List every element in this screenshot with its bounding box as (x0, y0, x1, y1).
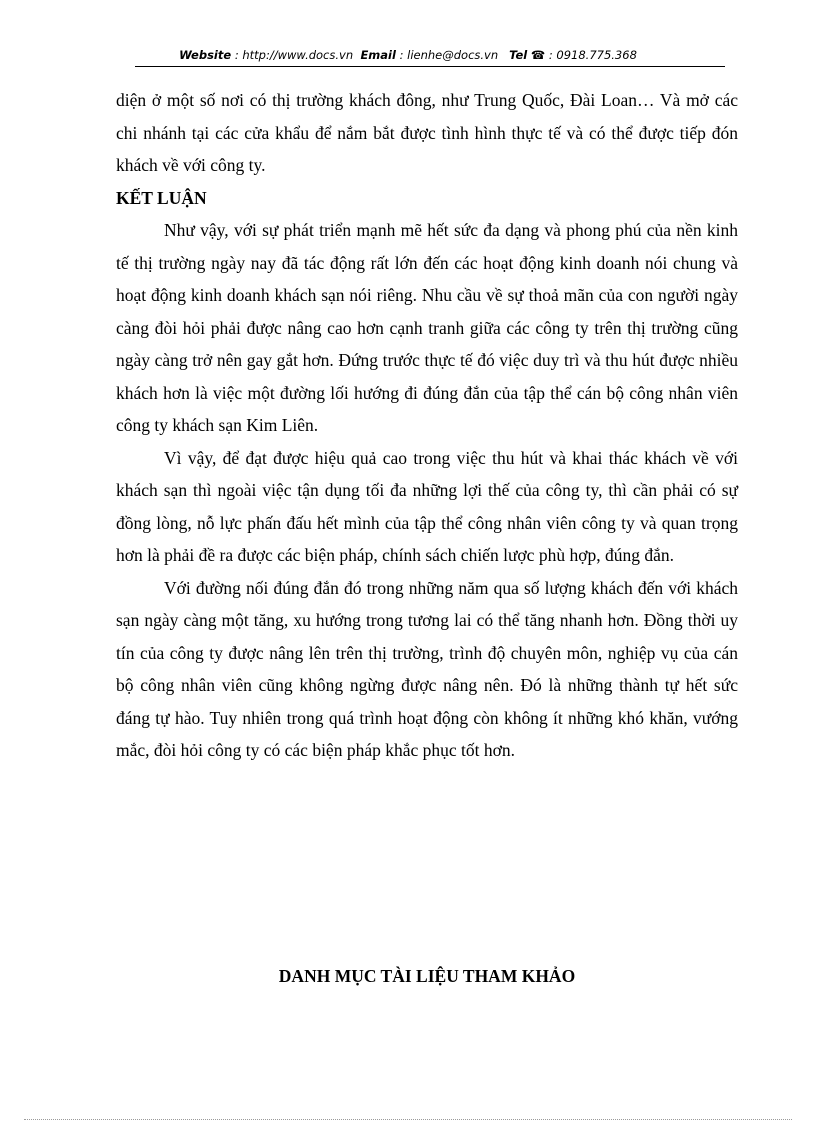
website-label: Website (179, 48, 232, 62)
page-header (0, 47, 816, 63)
email-label: Email (360, 48, 396, 62)
conclusion-paragraph-3: Với đường nối đúng đắn đó trong những năm qua số lượng khách đến với khách sạn ngày càng một tăng, xu hướng trong tương lai có thể tăng nhanh hơn. Đồng thời uy tín của công ty được nâng lên trên thị trường, trình độ chuyên môn, nghiệp vụ của cán bộ công nhân viên cũng không ngừng được nâng nên. Đó là những thành tự hết sức đáng tự hào. Tuy nhiên trong quá trình hoạt động còn không ít những khó khăn, vướng mắc, đòi hỏi công ty có các biện pháp khắc phục tốt hơn. (116, 577, 738, 760)
intro-paragraph: diện ở một số nơi có thị trường khách đông, như Trung Quốc, Đài Loan… Và mở các chi nhánh tại các cửa khẩu để nắm bắt được tình hình thực tế và có thể được tiếp đón khách về với công ty. (116, 90, 738, 175)
tel-separator: : (545, 48, 557, 62)
conclusion-paragraph-2: Vì vậy, để đạt được hiệu quả cao trong việc thu hút và khai thác khách về với khách sạn thì ngoài việc tận dụng tối đa những lợi thế của công ty, thì cần phải có sự đồng lòng, nỗ lực phấn đấu hết mình của tập thể công nhân viên công ty và quan trọng hơn là phải đề ra được các biện pháp, chính sách chiến lược phù hợp, đúng đắn. (116, 447, 738, 565)
conclusion-heading: KẾT LUẬN (116, 187, 207, 208)
website-separator: : (231, 48, 243, 62)
email-separator: : (395, 48, 408, 62)
phone-icon: ☎ (530, 48, 546, 62)
tel-label: Tel (509, 48, 528, 62)
website-link[interactable]: http://www.docs.vn (242, 48, 354, 62)
tel-number: 0918.775.368 (556, 48, 637, 62)
page-bottom-divider (24, 1119, 792, 1120)
document-body (116, 84, 738, 767)
conclusion-paragraph-1: Như vậy, với sự phát triển mạnh mẽ hết sức đa dạng và phong phú của nền kinh tế thị trường ngày nay đã tác động rất lớn đến các hoạt động kinh doanh nói chung và hoạt động kinh doanh khách sạn nói riêng. Nhu cầu về sự thoả mãn của con người ngày càng đòi hỏi phải được nâng cao hơn cạnh tranh giữa các công ty trên thị trường cũng ngày càng trở nên gay gắt hơn. Đứng trước thực tế đó việc duy trì và thu hút được nhiều khách hơn là việc một đường lối hướng đi đúng đắn của tập thể cán bộ công nhân viên công ty khách sạn Kim Liên. (116, 220, 738, 435)
references-heading: DANH MỤC TÀI LIỆU THAM KHẢO (278, 966, 576, 986)
header-divider (135, 66, 725, 67)
email-link[interactable]: lienhe@docs.vn (407, 48, 499, 62)
